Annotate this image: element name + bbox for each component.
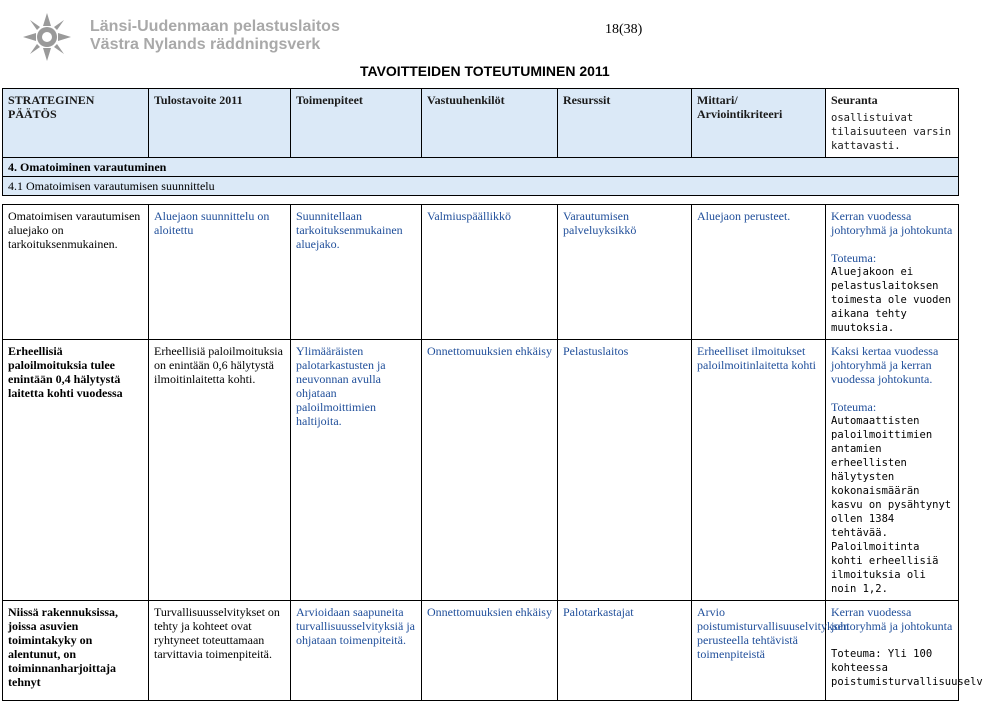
resources-cell: Pelastuslaitos <box>558 340 692 601</box>
table-row <box>3 340 959 601</box>
followup-continued-text: osallistuivat tilaisuuteen varsin kattavasti. <box>831 112 952 152</box>
column-header-actions: Toimenpiteet <box>291 89 422 158</box>
metric-cell: Erheelliset ilmoitukset paloilmoitinlaitetta kohti <box>692 340 826 601</box>
page-header <box>0 0 960 92</box>
page-number: 18(38) <box>605 22 643 37</box>
actions-cell: Ylimääräisten palotarkastusten ja neuvonnan avulla ohjataan paloilmoittimien haltijoita. <box>291 340 422 601</box>
subsection-title: 4.1 Omatoimisen varautumisen suunnittelu <box>3 177 959 196</box>
followup-cell: Kerran vuodessa johtoryhmä ja johtokunta Toteuma: Yli 100 kohteessa poistumisturvallisuuselv <box>826 601 959 701</box>
decision-cell: Niissä rakennuksissa, joissa asuvien toimintakyky on alentunut, on toiminnanharjoittaja tehnyt <box>3 601 149 701</box>
spacer-row <box>3 196 959 205</box>
decision-cell: Erheellisiä paloilmoituksia tulee enintään 0,4 hälytystä laitetta kohti vuodessa <box>3 340 149 601</box>
actions-cell: Arvioidaan saapuneita turvallisuusselvityksiä ja ohjataan toimenpiteitä. <box>291 601 422 701</box>
target-cell: Erheellisiä paloilmoituksia on enintään 0,6 hälytystä ilmoitinlaitetta kohti. <box>149 340 291 601</box>
column-header-decision: STRATEGINEN PÄÄTÖS <box>3 89 149 158</box>
organization-name-swedish: Västra Nylands räddningsverk <box>90 36 321 53</box>
section-row <box>3 158 959 177</box>
resources-cell: Varautumisen palveluyksikkö <box>558 205 692 340</box>
actions-cell: Suunnitellaan tarkoituksenmukainen aluejako. <box>291 205 422 340</box>
document-title: TAVOITTEIDEN TOTEUTUMINEN 2011 <box>360 63 610 79</box>
column-header-metric: Mittari/ Arviointikriteeri <box>692 89 826 158</box>
responsible-cell: Valmiuspäällikkö <box>422 205 558 340</box>
subsection-row <box>3 177 959 196</box>
followup-cell: Kaksi kertaa vuodessa johtoryhmä ja kerran vuodessa johtokunta. Toteuma: Automaattisten paloilmoittimien antamien erheellisten hälytysten kokonaismäärän kasvu on pysähtynyt ollen 1384 tehtävää. Paloilmoitinta kohti erheellisiä ilmoituksia oli noin 1,2. <box>826 340 959 601</box>
decision-cell: Omatoimisen varautumisen aluejako on tarkoituksenmukainen. <box>3 205 149 340</box>
followup-cell: Kerran vuodessa johtoryhmä ja johtokunta Toteuma: Aluejakoon ei pelastuslaitoksen toimesta ole vuoden aikana tehty muutoksia. <box>826 205 959 340</box>
rescue-department-logo-icon <box>22 12 72 62</box>
metric-cell: Arvio poistumisturvallisuuselvityksen perusteella tehtävistä toimenpiteistä <box>692 601 826 701</box>
target-cell: Turvallisuusselvitykset on tehty ja kohteet ovat ryhtyneet toteuttamaan tarvittavia toimenpiteitä. <box>149 601 291 701</box>
section-title: 4. Omatoiminen varautuminen <box>3 158 959 177</box>
organization-name-finnish: Länsi-Uudenmaan pelastuslaitos <box>90 18 340 35</box>
table-header-row <box>3 89 959 158</box>
resources-cell: Palotarkastajat <box>558 601 692 701</box>
responsible-cell: Onnettomuuksien ehkäisy <box>422 340 558 601</box>
target-cell: Aluejaon suunnittelu on aloitettu <box>149 205 291 340</box>
table-row <box>3 205 959 340</box>
table-row <box>3 601 959 701</box>
column-header-responsible: Vastuuhenkilöt <box>422 89 558 158</box>
metric-cell: Aluejaon perusteet. <box>692 205 826 340</box>
column-header-followup: Seuranta osallistuivat tilaisuuteen varsin kattavasti. <box>826 89 959 158</box>
responsible-cell: Onnettomuuksien ehkäisy <box>422 601 558 701</box>
goals-table <box>2 88 983 701</box>
column-header-resources: Resurssit <box>558 89 692 158</box>
column-header-target: Tulostavoite 2011 <box>149 89 291 158</box>
